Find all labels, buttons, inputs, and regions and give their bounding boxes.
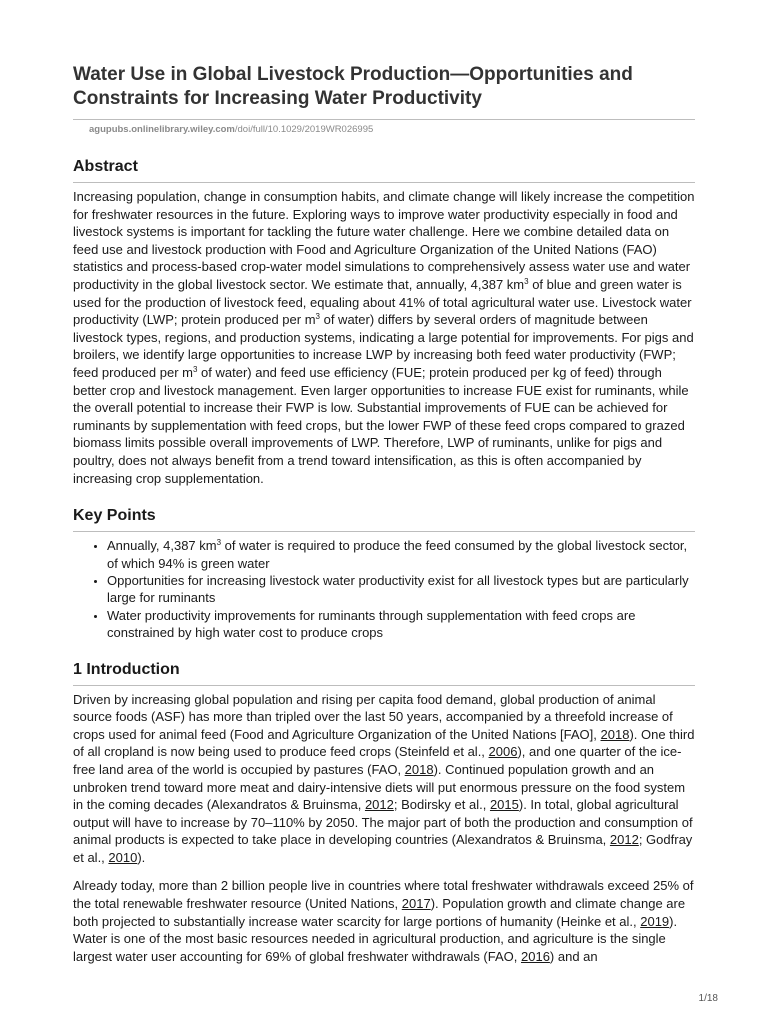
citation-link[interactable]: 2018 xyxy=(600,726,630,742)
citation-link[interactable]: 2016 xyxy=(521,948,550,964)
key-points-list xyxy=(73,537,695,641)
introduction-paragraph-2: Already today, more than 2 billion people live in countries where total freshwater withdrawals exceed 25% of the total renewable freshwater resource (United Nations, 2017). Population growth and climate change are both projected to substantially increase water scarcity for large portions of humanity (Heinke et al., 2019). Water is one of the most basic resources needed in agricultural production, and agriculture is the single largest water user accounting for 69% of global freshwater withdrawals (FAO, 2016) and an xyxy=(73,878,694,964)
abstract-text: Increasing population, change in consumption habits, and climate change will likely increase the competition for freshwater resources in the future. Exploring ways to improve water productivity especially in food and livestock systems is important for tackling the future water challenge. Here we combine detailed data on feed use and livestock production with Food and Agriculture Organization of the United Nations (FAO) statistics and process-based crop-water model simulations to comprehensively assess water use and water productivity in the global livestock sector. We estimate that, annually, 4,387 $km^3$ of blue and green water is used for the production of livestock feed, equaling about 41% of total agricultural water use. Livestock water productivity (LWP; protein produced per $m^3$ of water) differs by several orders of magnitude between livestock types, regions, and production systems, indicating a large potential for improvements. For pigs and broilers, we identify large opportunities to increase LWP by increasing both feed water productivity (FWP; feed produced per $m^3$ of water) and feed use efficiency (FUE; protein produced per kg of feed) through better crop and livestock management. Even larger opportunities to increase FUE exist for ruminants, while the overall potential to increase their FWP is low. Substantial improvements of FUE can be achieved for ruminants by supplementation with feed crops, but the lower FWP of these feed crops compared to grazed biomass limits possible overall improvements of LWP. Therefore, LWP of ruminants, unlike for pigs and poultry, does not always benefit from a trend toward intensification, as this is often accompanied by increasing crop supplementation. xyxy=(73,189,695,486)
key-point-item: • Opportunities for increasing livestock water productivity exist for all livestock types but are particularly large for ruminants xyxy=(107,572,695,607)
citation-link[interactable]: 2012 xyxy=(609,832,639,848)
citation-link[interactable]: 2018 xyxy=(404,761,434,777)
abstract-heading: Abstract xyxy=(73,158,138,175)
citation-link[interactable]: 2017 xyxy=(401,896,431,912)
source-domain[interactable]: agupubs.onlinelibrary.wiley.com xyxy=(89,124,235,135)
introduction-heading: 1 Introduction xyxy=(73,660,180,678)
document-title: Water Use in Global Livestock Production—Opportunities and Constraints for Increasing Water Productivity xyxy=(73,64,633,109)
key-points-heading: Key Points xyxy=(73,507,156,525)
source-path[interactable]: /doi/full/10.1029/2019WR026995 xyxy=(234,124,374,135)
introduction-paragraph-1: Driven by increasing global population and rising per capita food demand, global production of animal source foods (ASF) has more than tripled over the last 50 years, accompanied by a threefold increase of crops used for animal feed (Food and Agriculture Organization of the United Nations [FAO], 2018). One third of all cropland is now being used to produce feed crops (Steinfeld et al., 2006), and one quarter of the ice-free land area of the world is occupied by pastures (FAO, 2018). Continued population growth and an unbroken trend toward more meat and dairy-intensive diets will put enormous pressure on the food system in the coming decades (Alexandratos & Bruinsma, 2012; Bodirsky et al., 2015). In total, global agricultural output will have to increase by 70–110% by 2050. The major part of both the production and consumption of animal products is expected to take place in developing countries (Alexandratos & Bruinsma, 2012; Godfray et al., 2010). xyxy=(73,691,695,865)
citation-link[interactable]: 2012 xyxy=(364,797,394,813)
citation-link[interactable]: 2010 xyxy=(108,849,138,865)
citation-link[interactable]: 2015 xyxy=(489,797,519,813)
citation-link[interactable]: 2019 xyxy=(640,913,670,929)
key-point-item: • Water productivity improvements for ruminants through supplementation with feed crops are constrained by high water cost to produce crops xyxy=(107,607,695,642)
page-number: 1/18 xyxy=(698,993,718,1004)
key-point-item: • Annually, 4,387 $km^3$ of water is required to produce the feed consumed by the global livestock sector, of which 94% is green water xyxy=(107,537,695,572)
citation-link[interactable]: 2006 xyxy=(488,744,518,760)
source-url[interactable] xyxy=(89,123,695,136)
document-page xyxy=(73,63,695,965)
title-divider xyxy=(73,119,695,120)
